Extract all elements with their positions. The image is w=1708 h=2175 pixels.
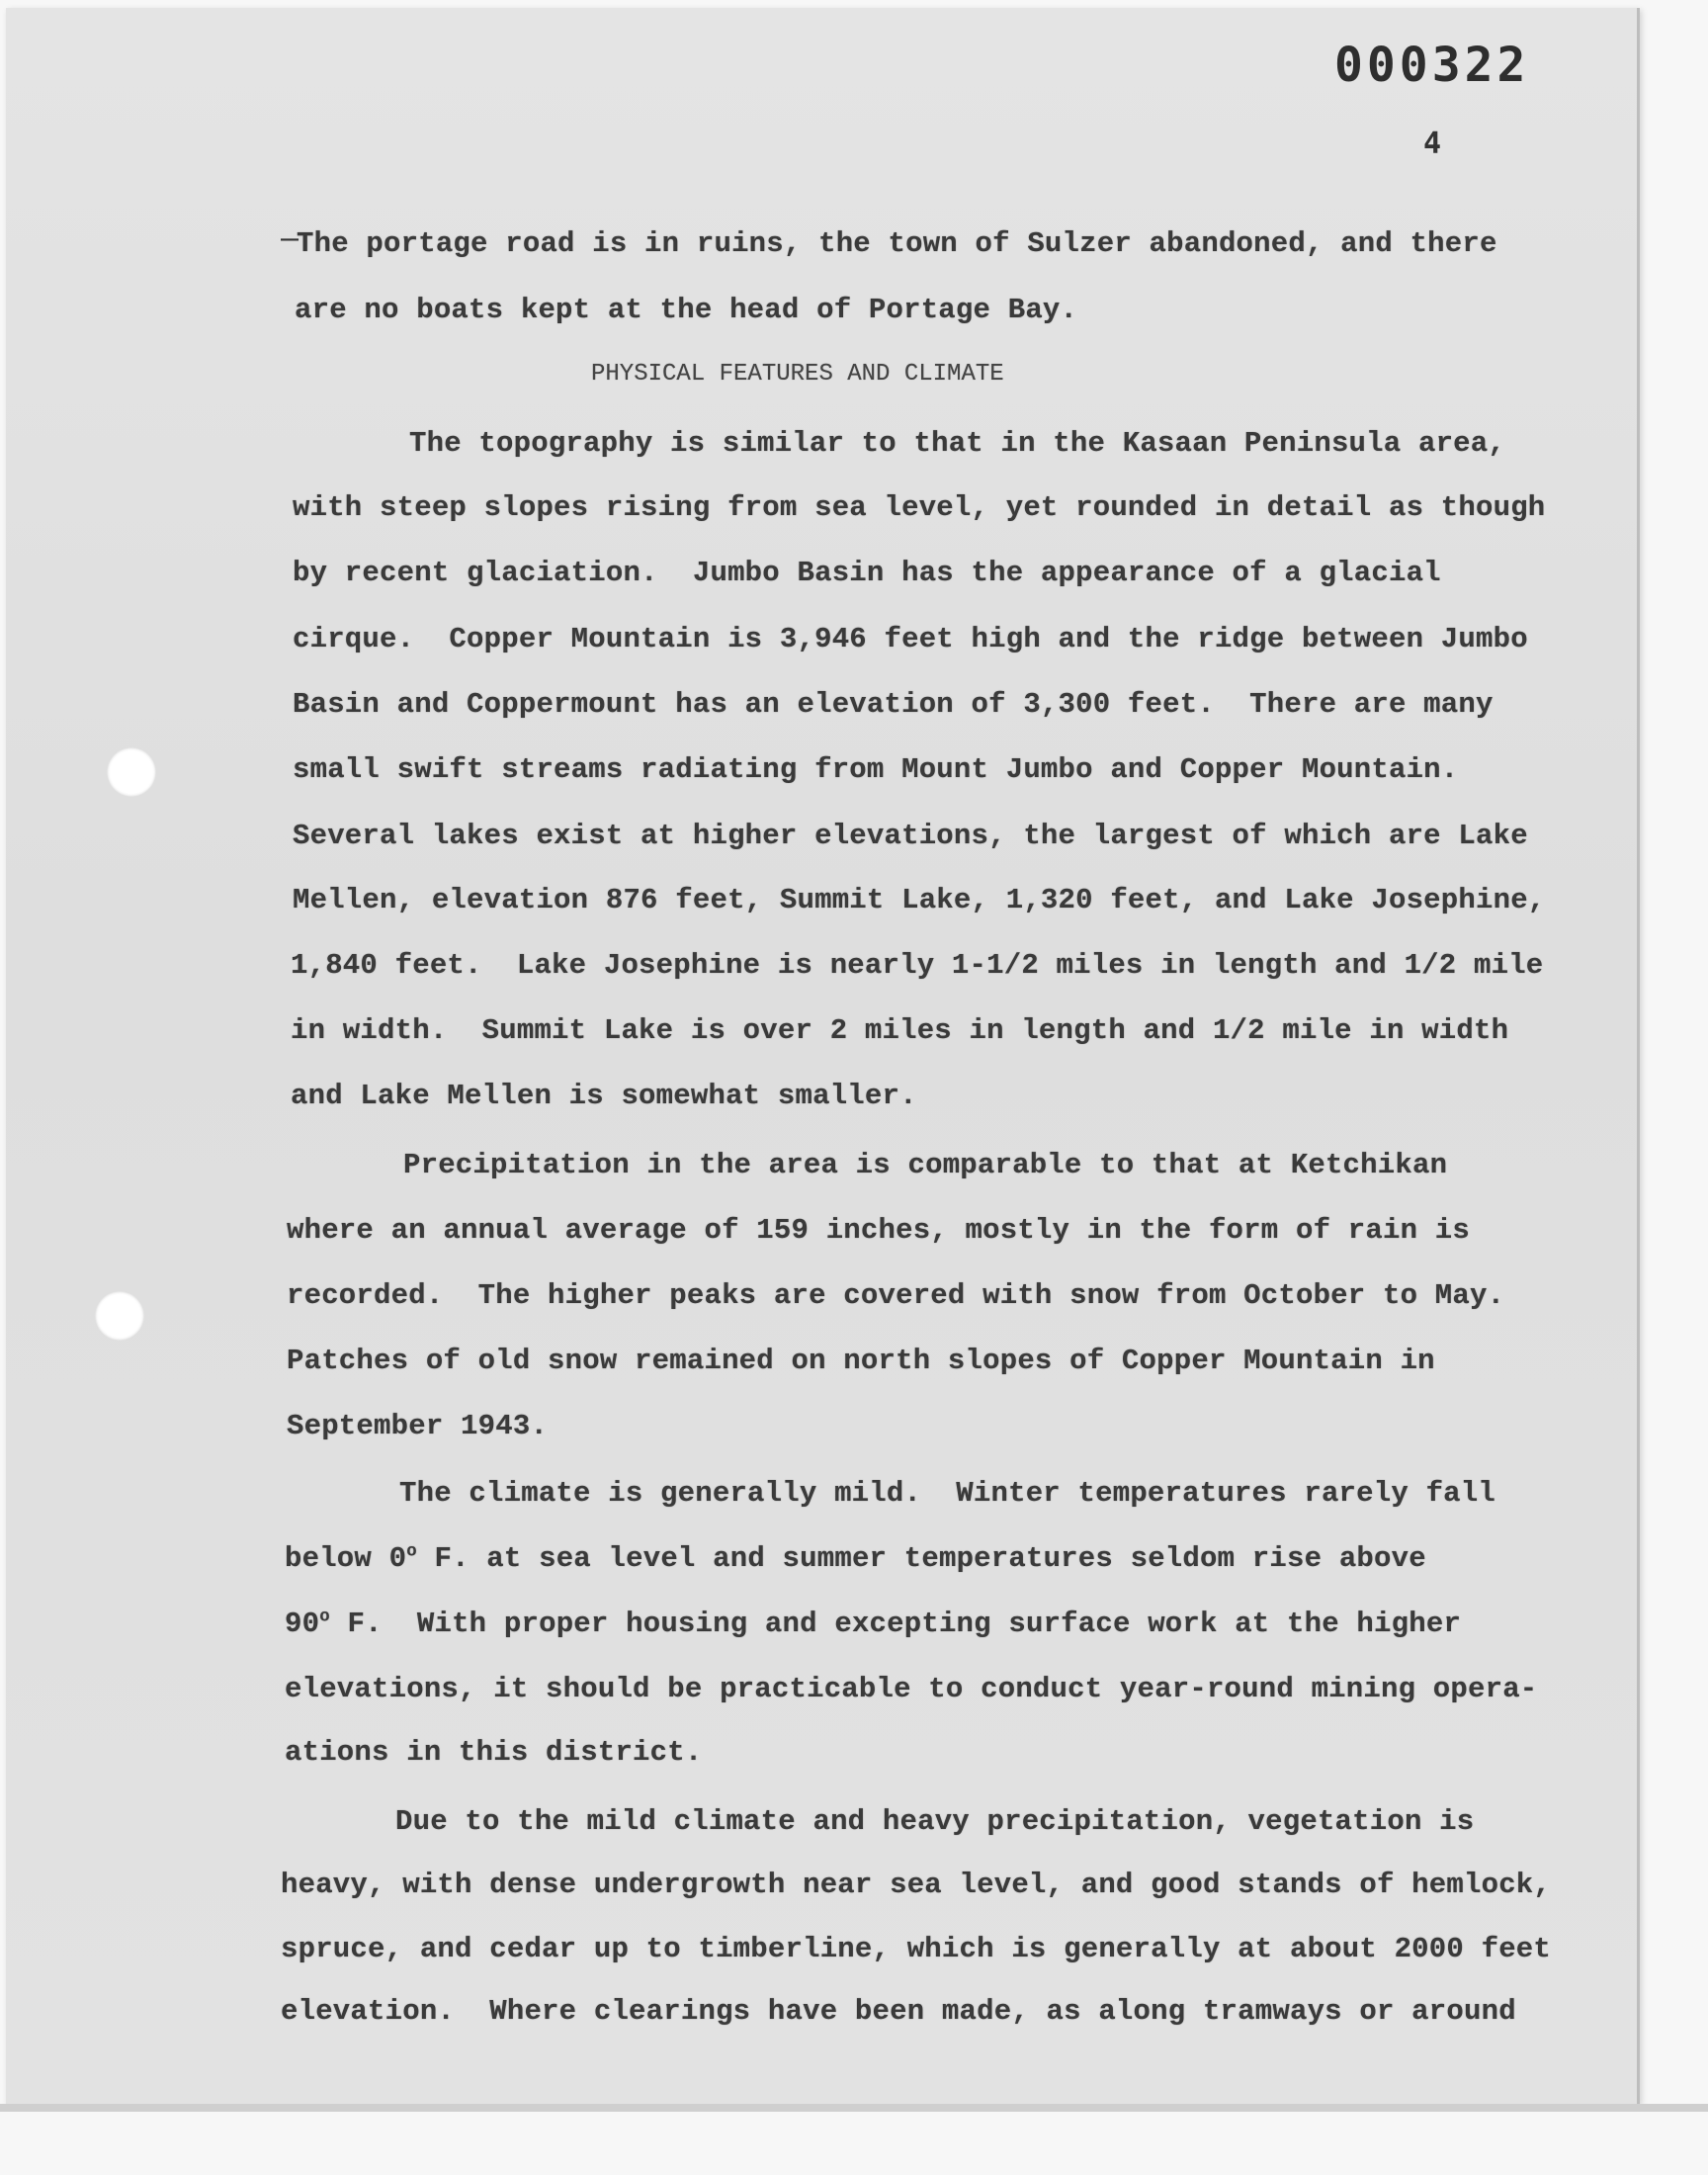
text-fragment: F. at sea level and summer temperatures seldom rise above (416, 1542, 1426, 1575)
text-line: 1,840 feet. Lake Josephine is nearly 1-1/2 miles in length and 1/2 mile (291, 949, 1544, 982)
text-line: by recent glaciation. Jumbo Basin has the appearance of a glacial (293, 557, 1441, 589)
margin-tick-mark: — (281, 221, 299, 256)
text-line: Mellen, elevation 876 feet, Summit Lake, 1,320 feet, and Lake Josephine, (293, 884, 1546, 916)
text-line: The climate is generally mild. Winter temperatures rarely fall (399, 1477, 1495, 1510)
text-line: ations in this district. (285, 1736, 703, 1769)
punch-hole (107, 747, 156, 797)
text-line: where an annual average of 159 inches, mostly in the form of rain is (287, 1214, 1470, 1247)
text-line: heavy, with dense undergrowth near sea level, and good stands of hemlock, (281, 1869, 1552, 1901)
page-number: 4 (1423, 127, 1442, 161)
text-line: Patches of old snow remained on north slopes of Copper Mountain in (287, 1345, 1435, 1377)
text-line: cirque. Copper Mountain is 3,946 feet high and the ridge between Jumbo (293, 623, 1528, 655)
degree-superscript: o (406, 1542, 417, 1562)
text-line: in width. Summit Lake is over 2 miles in length and 1/2 mile in width (291, 1014, 1509, 1047)
text-line: Basin and Coppermount has an elevation of 3,300 feet. There are many (293, 688, 1494, 721)
text-fragment: 90 (285, 1608, 320, 1640)
text-fragment: F. With proper housing and excepting surface work at the higher (329, 1608, 1462, 1640)
text-line (285, 1608, 1461, 1640)
document-number: 000322 (1334, 38, 1530, 93)
text-line: are no boats kept at the head of Portage Bay. (295, 294, 1078, 326)
degree-superscript: o (319, 1608, 330, 1627)
punch-hole (95, 1291, 144, 1341)
text-line: Precipitation in the area is comparable to that at Ketchikan (403, 1149, 1448, 1181)
text-line: and Lake Mellen is somewhat smaller. (291, 1080, 917, 1112)
text-line: small swift streams radiating from Mount Jumbo and Copper Mountain. (293, 753, 1459, 786)
text-line: September 1943. (287, 1410, 549, 1442)
text-line: Due to the mild climate and heavy precipitation, vegetation is (395, 1805, 1475, 1838)
text-line: with steep slopes rising from sea level, yet rounded in detail as though (293, 491, 1546, 524)
text-line: The topography is similar to that in the Kasaan Peninsula area, (409, 427, 1505, 460)
scanner-edge (0, 2104, 1708, 2112)
text-line: elevations, it should be practicable to conduct year-round mining opera- (285, 1673, 1538, 1705)
section-heading: PHYSICAL FEATURES AND CLIMATE (591, 361, 1004, 388)
text-fragment: below 0 (285, 1542, 407, 1575)
text-line: The portage road is in ruins, the town of Sulzer abandoned, and there (297, 227, 1497, 260)
text-line: Several lakes exist at higher elevations, the largest of which are Lake (293, 820, 1528, 852)
text-line: elevation. Where clearings have been made, as along tramways or around (281, 1995, 1516, 2028)
text-line: spruce, and cedar up to timberline, which is generally at about 2000 feet (281, 1933, 1552, 1965)
text-line (285, 1542, 1426, 1575)
text-line: recorded. The higher peaks are covered with snow from October to May. (287, 1279, 1505, 1312)
